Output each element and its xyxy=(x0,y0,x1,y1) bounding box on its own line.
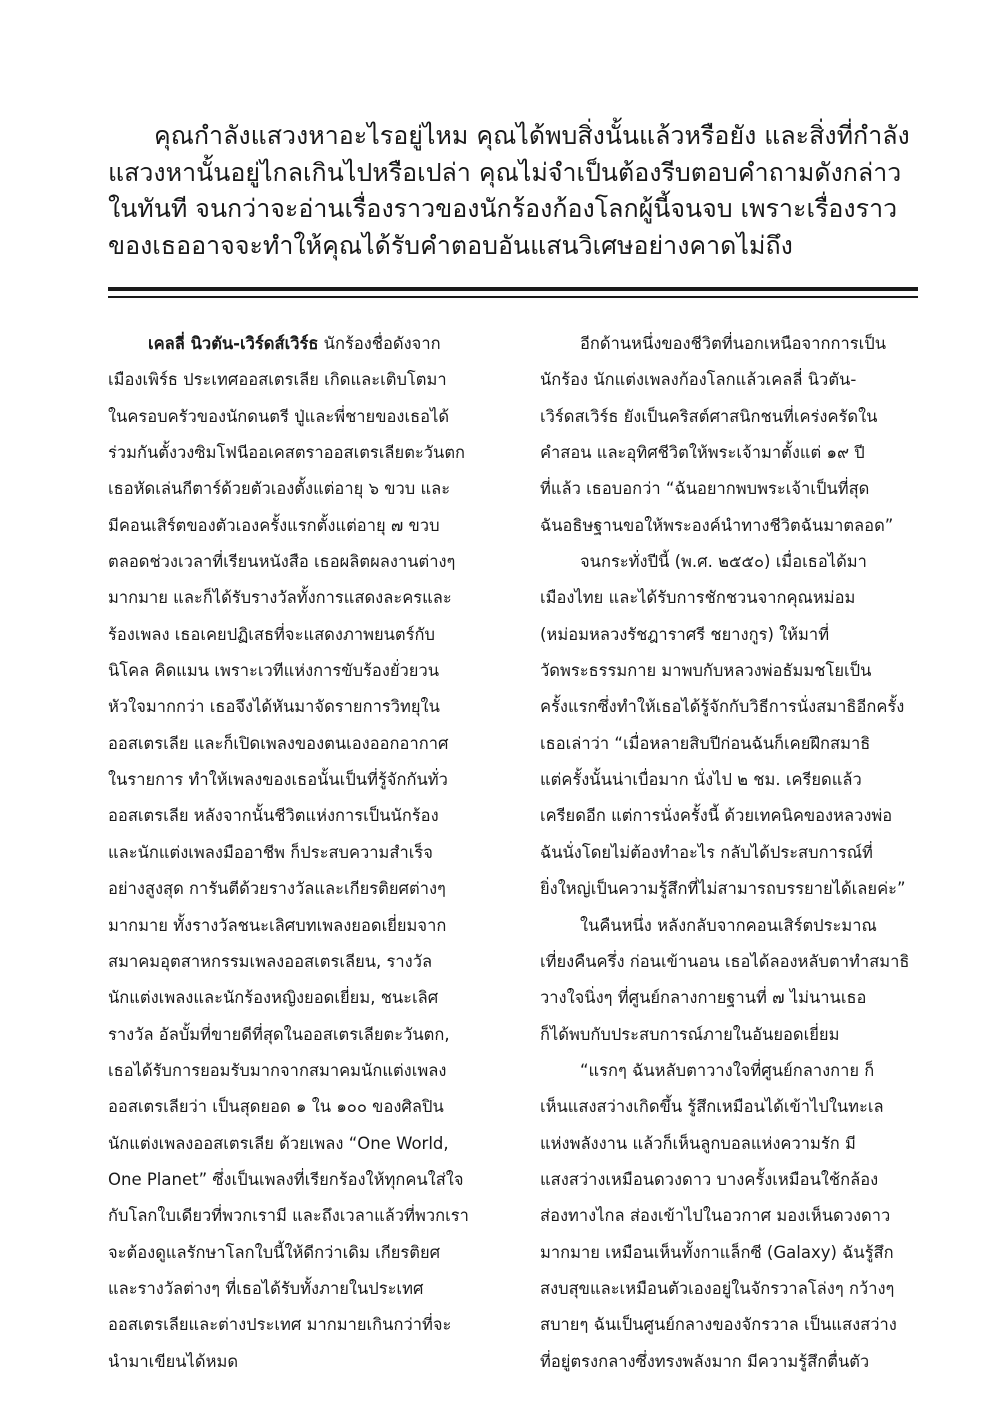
paragraph-line: One Planet” ซึ่งเป็นเพลงที่เรียกร้องให้ทุกคนใส่ใจ xyxy=(108,1169,464,1189)
paragraph-line: รางวัล อัลบั้มที่ขายดีที่สุดในออสเตรเลียตะวันตก, xyxy=(108,1024,450,1044)
left-column xyxy=(108,326,478,1380)
paragraph-line: ครั้งแรกซึ่งทำให้เธอได้รู้จักกับวิธีการนั่งสมาธิอีกครั้ง xyxy=(540,697,905,717)
paragraph-line: เธอเล่าว่า “เมื่อหลายสิบปีก่อนฉันก็เคยฝึกสมาธิ xyxy=(540,733,871,753)
paragraph-line: (หม่อมหลวงรัชฎาราศรี ชยางกูร) ให้มาที่ xyxy=(540,624,830,644)
paragraph-line: เมืองไทย และได้รับการชักชวนจากคุณหม่อม xyxy=(540,588,856,608)
paragraph-line: เวิร์ดสเวิร์ธ ยังเป็นคริสต์ศาสนิกชนที่เคร่งครัดใน xyxy=(540,406,878,426)
paragraph-line: สงบสุขและเหมือนตัวเองอยู่ในจักรวาลโล่งๆ กว้างๆ xyxy=(540,1278,895,1298)
paragraph-line: จะต้องดูแลรักษาโลกใบนี้ให้ดีกว่าเดิม เกียรติยศ xyxy=(108,1242,441,1262)
paragraph-line: นำมาเขียนได้หมด xyxy=(108,1351,239,1371)
paragraph-line: เที่ยงคืนครึ่ง ก่อนเข้านอน เธอได้ลองหลับตาทำสมาธิ xyxy=(540,951,910,971)
paragraph-line: อีกด้านหนึ่งของชีวิตที่นอกเหนือจากการเป็น xyxy=(580,334,886,353)
lead-line-rest: นักร้องชื่อดังจาก xyxy=(318,334,441,353)
divider-thin xyxy=(108,296,918,298)
paragraph-line: หัวใจมากกว่า เธอจึงได้หันมาจัดรายการวิทยุใน xyxy=(108,697,440,717)
paragraph-line: อย่างสูงสุด การันตีด้วยรางวัลและเกียรติยศต่างๆ xyxy=(108,879,446,899)
paragraph-line: ออสเตรเลียว่า เป็นสุดยอด ๑ ใน ๑๐๐ ของศิลปิน xyxy=(108,1097,444,1117)
paragraph-line: เธอหัดเล่นกีตาร์ด้วยตัวเองตั้งแต่อายุ ๖ ขวบ และ xyxy=(108,479,451,499)
paragraph-line: ร่วมกันตั้งวงซิมโฟนีออเคสตราออสเตรเลียตะวันตก xyxy=(108,443,466,463)
intro-line: ในทันที จนกว่าจะอ่านเรื่องราวของนักร้องก้องโลกผู้นี้จนจบ เพราะเรื่องราว xyxy=(108,194,898,223)
paragraph-line: นักร้อง นักแต่งเพลงก้องโลกแล้วเคลลี่ นิวตัน- xyxy=(540,370,857,390)
paragraph-line: ร้องเพลง เธอเคยปฏิเสธที่จะแสดงภาพยนตร์กับ xyxy=(108,624,435,644)
paragraph-line: ฉันนั่งโดยไม่ต้องทำอะไร กลับได้ประสบการณ์ที่ xyxy=(540,842,873,862)
paragraph-line: และนักแต่งเพลงมืออาชีพ ก็ประสบความสำเร็จ xyxy=(108,842,433,862)
paragraph-line: สมาคมอุตสาหกรรมเพลงออสเตรเลียน, รางวัล xyxy=(108,951,433,971)
paragraph-line xyxy=(108,326,478,362)
paragraph-line: วัดพระธรรมกาย มาพบกับหลวงพ่อธัมมชโยเป็น xyxy=(540,661,872,681)
paragraph-line: จนกระทั่งปีนี้ (พ.ศ. ๒๕๕๐) เมื่อเธอได้มา xyxy=(580,552,867,572)
paragraph-line: เมืองเพิร์ธ ประเทศออสเตรเลีย เกิดและเติบโตมา xyxy=(108,370,447,390)
paragraph-line: ที่อยู่ตรงกลางซึ่งทรงพลังมาก มีความรู้สึกตื่นตัว xyxy=(540,1351,870,1371)
paragraph-line: คำสอน และอุทิศชีวิตให้พระเจ้ามาตั้งแต่ ๑๙ ปี xyxy=(540,443,865,463)
intro-line: แสวงหานั้นอยู่ไกลเกินไปหรือเปล่า คุณไม่จำเป็นต้องรีบตอบคำถามดังกล่าว xyxy=(108,157,902,187)
paragraph-line: นักแต่งเพลงออสเตรเลีย ด้วยเพลง “One World, xyxy=(108,1133,449,1153)
paragraph-line: ส่องทางไกล ส่องเข้าไปในอวกาศ มองเห็นดวงดาว xyxy=(540,1206,891,1226)
paragraph-line: มากมาย เหมือนเห็นทั้งกาแล็กซี (Galaxy) ฉันรู้สึก xyxy=(540,1242,894,1262)
paragraph-line: กับโลกใบเดียวที่พวกเรามี และถึงเวลาแล้วที่พวกเรา xyxy=(108,1206,469,1226)
paragraph-line: แต่ครั้งนั้นน่าเบื่อมาก นั่งไป ๒ ชม. เครียดแล้ว xyxy=(540,770,862,790)
paragraph-line: เห็นแสงสว่างเกิดขึ้น รู้สึกเหมือนได้เข้าไปในทะเล xyxy=(540,1097,884,1117)
paragraph-line: แสงสว่างเหมือนดวงดาว บางครั้งเหมือนใช้กล้อง xyxy=(540,1169,879,1189)
paragraph-line: นิโคล คิดแมน เพราะเวทีแห่งการขับร้องยั่วยวน xyxy=(108,661,440,681)
paragraph-line: ตลอดช่วงเวลาที่เรียนหนังสือ เธอผลิตผลงานต่างๆ xyxy=(108,552,456,572)
paragraph-line: เครียดอีก แต่การนั่งครั้งนี้ ด้วยเทคนิคของหลวงพ่อ xyxy=(540,806,893,826)
paragraph-line: ออสเตรเลีย หลังจากนั้นชีวิตแห่งการเป็นนักร้อง xyxy=(108,806,439,826)
paragraph-line: เธอได้รับการยอมรับมากจากสมาคมนักแต่งเพลง xyxy=(108,1060,447,1080)
paragraph-line: ฉันอธิษฐานขอให้พระองค์นำทางชีวิตฉันมาตลอด” xyxy=(540,515,894,535)
paragraph-line: ในคืนหนึ่ง หลังกลับจากคอนเสิร์ตประมาณ xyxy=(580,915,877,935)
divider-thick xyxy=(108,287,918,291)
paragraph-line: และรางวัลต่างๆ ที่เธอได้รับทั้งภายในประเทศ xyxy=(108,1278,424,1298)
paragraph-line: นักแต่งเพลงและนักร้องหญิงยอดเยี่ยม, ชนะเลิศ xyxy=(108,988,439,1008)
intro-line: ของเธออาจจะทำให้คุณได้รับคำตอบอันแสนวิเศษอย่างคาดไม่ถึง xyxy=(108,230,793,260)
intro-line: คุณกำลังแสวงหาอะไรอยู่ไหม คุณได้พบสิ่งนั้นแล้วหรือยัง และสิ่งที่กำลัง xyxy=(154,121,910,150)
intro-paragraph xyxy=(108,118,920,264)
paragraph-line: ก็ได้พบกับประสบการณ์ภายในอันยอดเยี่ยม xyxy=(540,1024,840,1044)
paragraph-line: ในรายการ ทำให้เพลงของเธอนั้นเป็นที่รู้จักกันทั่ว xyxy=(108,770,448,790)
paragraph-line: มีคอนเสิร์ตของตัวเองครั้งแรกตั้งแต่อายุ ๗ ขวบ xyxy=(108,515,440,535)
paragraph-line: ออสเตรเลีย และก็เปิดเพลงของตนเองออกอากาศ xyxy=(108,733,449,753)
paragraph-line: ยิ่งใหญ่เป็นความรู้สึกที่ไม่สามารถบรรยายได้เลยค่ะ” xyxy=(540,879,906,899)
paragraph-line: วางใจนิ่งๆ ที่ศูนย์กลางกายฐานที่ ๗ ไม่นานเธอ xyxy=(540,988,867,1008)
paragraph-line: ออสเตรเลียและต่างประเทศ มากมายเกินกว่าที่จะ xyxy=(108,1315,452,1335)
paragraph-line: มากมาย และก็ได้รับรางวัลทั้งการแสดงละครและ xyxy=(108,588,452,608)
paragraph-line: ที่แล้ว เธอบอกว่า “ฉันอยากพบพระเจ้าเป็นที่สุด xyxy=(540,479,870,499)
paragraph-line: สบายๆ ฉันเป็นศูนย์กลางของจักรวาล เป็นแสงสว่าง xyxy=(540,1315,897,1335)
paragraph-line: ในครอบครัวของนักดนตรี ปู่และพี่ชายของเธอได้ xyxy=(108,406,450,426)
paragraph-line: “แรกๆ ฉันหลับตาวางใจที่ศูนย์กลางกาย ก็ xyxy=(580,1060,875,1080)
lead-name: เคลลี่ นิวตัน-เวิร์ดส์เวิร์ธ xyxy=(148,334,319,353)
paragraph-line: แห่งพลังงาน แล้วก็เห็นลูกบอลแห่งความรัก มี xyxy=(540,1133,856,1153)
paragraph-line: มากมาย ทั้งรางวัลชนะเลิศบทเพลงยอดเยี่ยมจาก xyxy=(108,915,447,935)
right-column xyxy=(540,326,910,1380)
